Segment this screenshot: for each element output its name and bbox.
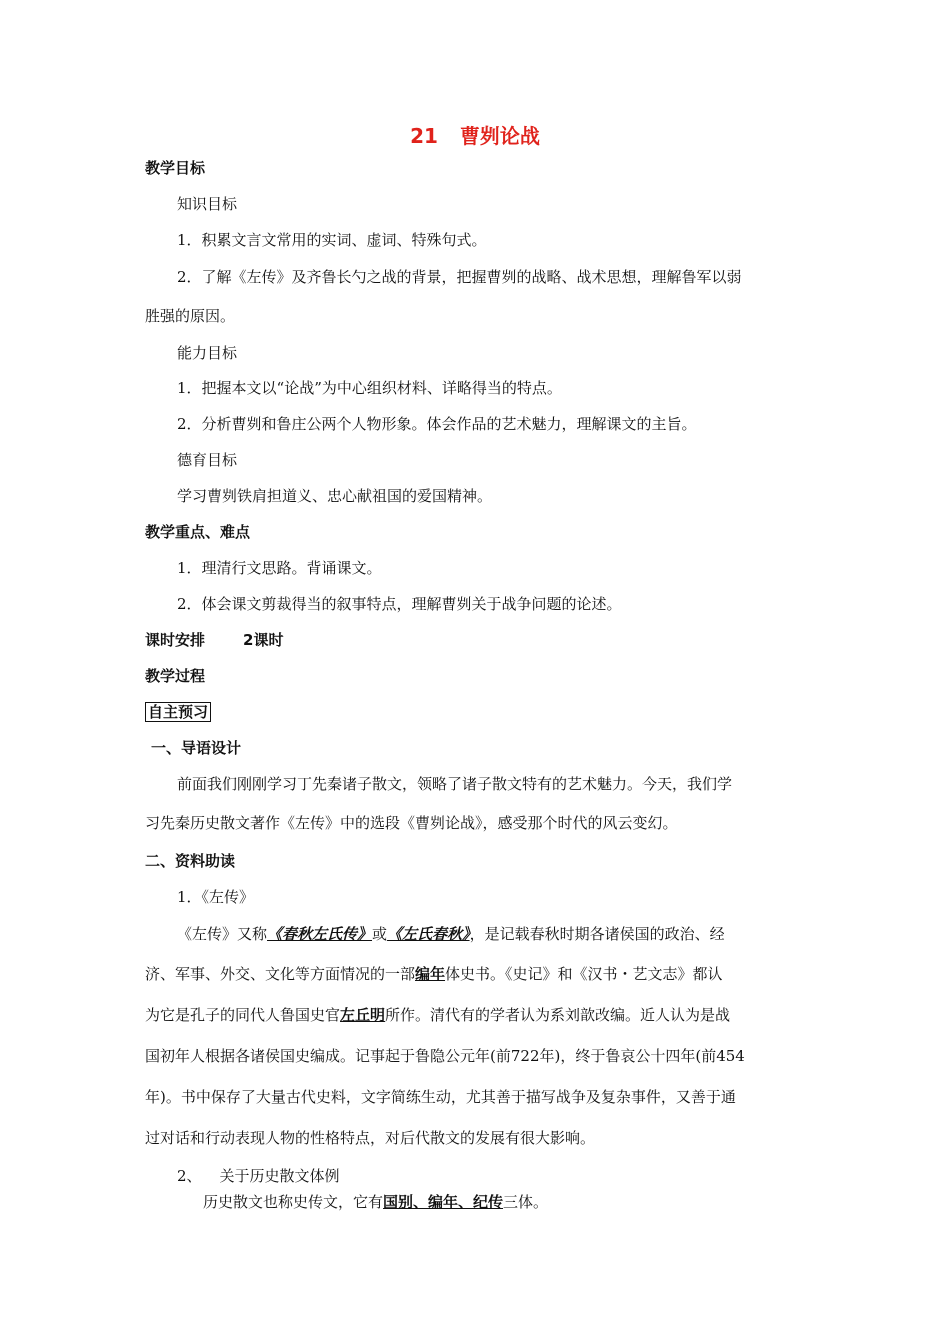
zuozhuan-line-2: 济、军事、外交、文化等方面情况的一部编年体史书。《史记》和《汉书・艺文志》都认 <box>145 965 723 983</box>
subheading-ability: 能力目标 <box>177 344 238 362</box>
self-study-label: 自主预习 <box>145 702 211 722</box>
materials-item-1-title: 1．《左传》 <box>177 888 255 906</box>
intro-line-2: 习先秦历史散文著作《左传》中的选段《曹刿论战》，感受那个时代的风云变幻。 <box>145 814 678 832</box>
zuozhuan-line-4: 国初年人根据各诸侯国史编成。记事起于鲁隐公元年(前722年)，终于鲁哀公十四年(前454 <box>145 1047 745 1065</box>
lesson-number: 21 <box>410 124 438 148</box>
term-zuoqiuming: 左丘明 <box>340 1006 386 1024</box>
zuozhuan-line-5: 年)。书中保存了大量古代史料，文字简练生动，尤其善于描写战争及复杂事件，又善于通 <box>145 1088 736 1106</box>
moral-item-1: 学习曹刿铁肩担道义、忠心献祖国的爱国精神。 <box>177 487 493 505</box>
schedule-label: 课时安排 <box>145 631 206 649</box>
knowledge-item-1: 1．积累文言文常用的实词、虚词、特殊句式。 <box>177 231 487 249</box>
self-study-box <box>145 702 211 722</box>
ability-item-1: 1．把握本文以“论战”为中心组织材料、详略得当的特点。 <box>177 379 562 397</box>
section-intro-title: 一、导语设计 <box>151 739 242 757</box>
term-three-styles: 国别、编年、纪传 <box>383 1193 504 1211</box>
key-point-2: 2．体会课文剪裁得当的叙事特点，理解曹刿关于战争问题的论述。 <box>177 595 622 613</box>
zuozhuan-line-6: 过对话和行动表现人物的性格特点，对后代散文的发展有很大影响。 <box>145 1129 596 1147</box>
subheading-knowledge: 知识目标 <box>177 195 238 213</box>
knowledge-item-2-line-2: 胜强的原因。 <box>145 307 236 325</box>
zuozhuan-line-1: 《左传》又称《春秋左氏传》或《左氏春秋》，是记载春秋时期各诸侯国的政治、经 <box>177 925 725 943</box>
heading-schedule <box>145 630 283 650</box>
materials-item-2-title: 2、 关于历史散文体例 <box>177 1167 340 1185</box>
intro-line-1: 前面我们刚刚学习丁先秦诸子散文，领略了诸子散文特有的艺术魅力。今天，我们学 <box>177 775 733 793</box>
subheading-moral: 德育目标 <box>177 451 238 469</box>
term-biannian: 编年 <box>415 965 446 983</box>
zuozhuan-line-3: 为它是孔子的同代人鲁国史官左丘明所作。清代有的学者认为系刘歆改编。近人认为是战 <box>145 1006 731 1024</box>
alias-zuoshi-chunqiu: 《左氏春秋》 <box>387 925 470 943</box>
heading-process: 教学过程 <box>145 667 206 685</box>
heading-key-points: 教学重点、难点 <box>145 523 251 541</box>
lesson-title: 曹刿论战 <box>459 124 540 148</box>
ability-item-2: 2．分析曹刿和鲁庄公两个人物形象。体会作品的艺术魅力，理解课文的主旨。 <box>177 415 697 433</box>
heading-teaching-goals: 教学目标 <box>145 159 206 177</box>
history-prose-line: 历史散文也称史传文，它有国别、编年、纪传三体。 <box>203 1193 549 1211</box>
section-materials-title: 二、资料助读 <box>145 852 236 870</box>
key-point-1: 1．理清行文思路。背诵课文。 <box>177 559 382 577</box>
page-title <box>0 126 950 146</box>
alias-chunqiu-zuoshizhuan: 《春秋左氏传》 <box>267 925 373 943</box>
schedule-value: 2课时 <box>243 631 284 649</box>
knowledge-item-2-line-1: 2．了解《左传》及齐鲁长勺之战的背景，把握曹刿的战略、战术思想，理解鲁军以弱 <box>177 268 742 286</box>
